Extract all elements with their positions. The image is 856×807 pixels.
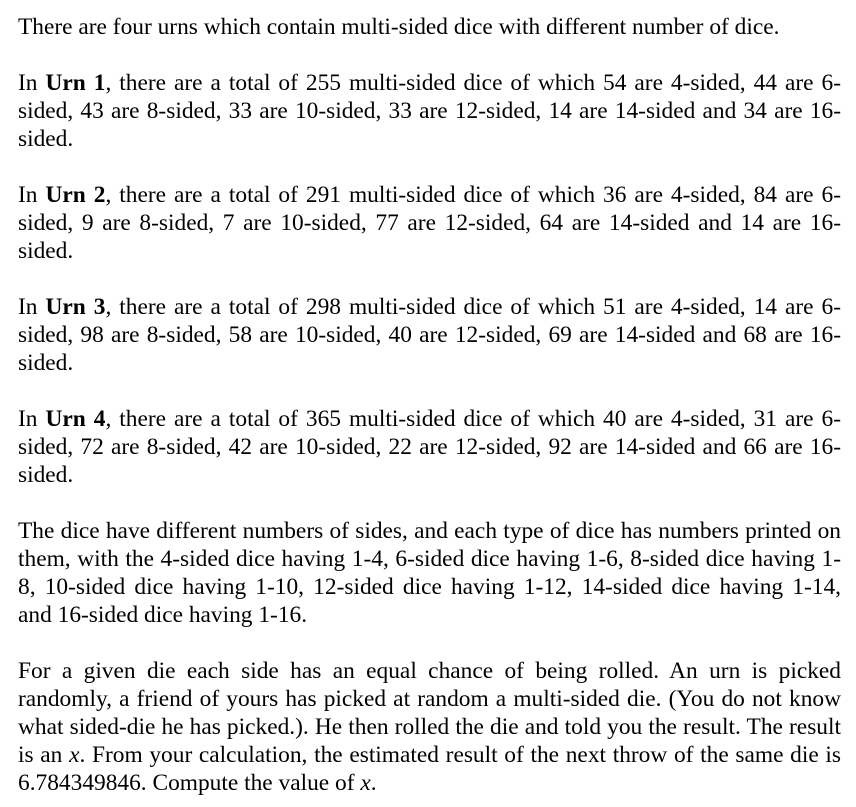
urn-4-prefix: In: [18, 406, 46, 432]
urn-3-paragraph: [18, 293, 841, 377]
urn-1-text: , there are a total of 255 multi-sided dice of which 54 are 4-sided, 44 are 6-sided, 43 are 8-sided, 33 are 10-sided, 33 are 12-sided, 14 are 14-sided and 34 are 16-sided.: [18, 70, 842, 152]
urn-4-text: , there are a total of 365 multi-sided dice of which 40 are 4-sided, 31 are 6-sided, 72 are 8-sided, 42 are 10-sided, 22 are 12-sided, 92 are 14-sided and 66 are 16-sided.: [18, 406, 842, 488]
question-part-3: .: [370, 770, 377, 796]
urn-3-prefix: In: [18, 294, 46, 320]
urn-4-paragraph: [18, 405, 841, 489]
urn-4-name: Urn 4: [45, 406, 106, 432]
urn-2-prefix: In: [18, 182, 46, 208]
urn-1-name: Urn 1: [45, 70, 106, 96]
urn-2-paragraph: [18, 181, 841, 265]
question-paragraph: [18, 657, 841, 797]
urn-2-name: Urn 2: [45, 182, 106, 208]
problem-document: [18, 13, 841, 797]
urn-1-paragraph: [18, 69, 841, 153]
urn-3-text: , there are a total of 298 multi-sided dice of which 51 are 4-sided, 14 are 6-sided, 98 are 8-sided, 58 are 10-sided, 40 are 12-sided, 69 are 14-sided and 68 are 16-sided.: [18, 294, 842, 376]
question-part-1: For a given die each side has an equal chance of being rolled. An urn is picked randomly, a friend of yours has picked at random a multi-sided die. (You do not know what sided-die he has picked.). He then rolled the die and told you the result. The result is an: [18, 658, 841, 768]
dice-numbers-paragraph: The dice have different numbers of sides, and each type of dice has numbers printed on them, with the 4-sided dice having 1-4, 6-sided dice having 1-6, 8-sided dice having 1-8, 10-sided dice having 1-10, 12-sided dice having 1-12, 14-sided dice having 1-14, and 16-sided dice having 1-16.: [18, 518, 841, 628]
variable-x-2: x: [360, 770, 371, 796]
intro-paragraph: There are four urns which contain multi-sided dice with different number of dice.: [18, 14, 780, 40]
question-part-2: . From your calculation, the estimated result of the next throw of the same die is 6.784349846. Compute the value of: [18, 742, 841, 796]
urn-2-text: , there are a total of 291 multi-sided dice of which 36 are 4-sided, 84 are 6-sided, 9 are 8-sided, 7 are 10-sided, 77 are 12-sided, 64 are 14-sided and 14 are 16-sided.: [18, 182, 842, 264]
variable-x-1: x: [69, 742, 80, 768]
urn-3-name: Urn 3: [45, 294, 106, 320]
urn-1-prefix: In: [18, 70, 46, 96]
